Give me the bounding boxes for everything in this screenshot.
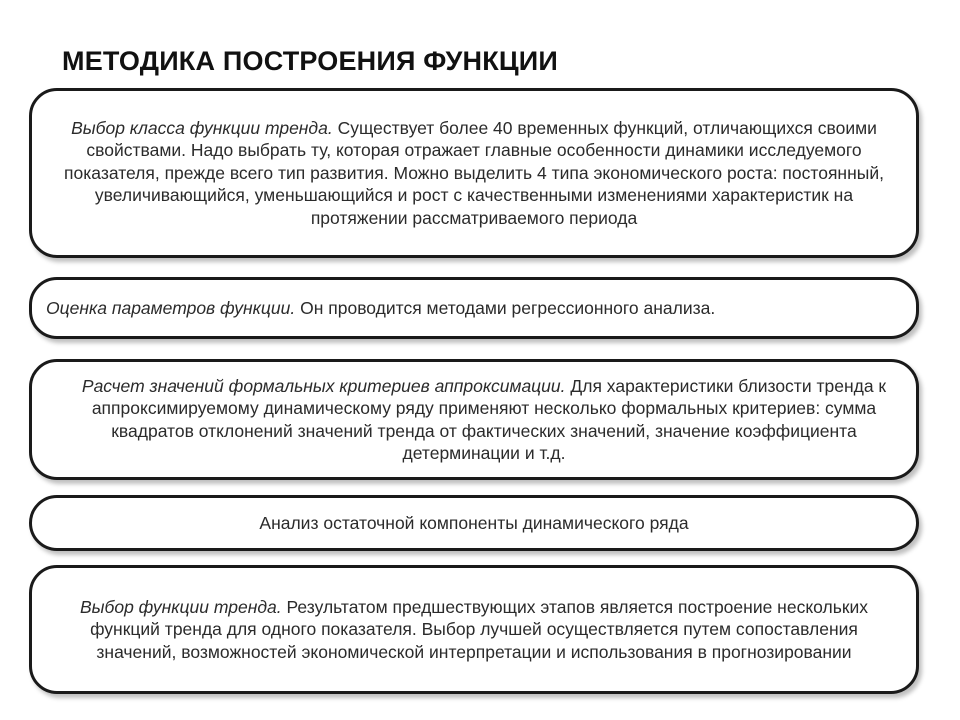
step-body: Существует более 40 временных функций, отличающихся своими свойствами. Надо выбрать ту, которая отражает главные особенности динамики исследуемого показателя, прежде всего тип развития. Можно выделить 4 типа экономического роста: постоянный, увеличивающийся, уменьшающийся и рост с качественными изменениями характеристик на протяжении рассматриваемого периода xyxy=(64,117,884,228)
step-text xyxy=(50,117,898,230)
step-body: Он проводится методами регрессионного анализа. xyxy=(295,297,716,318)
step-box-approximation-criteria xyxy=(29,359,919,480)
step-body: Для характеристики близости тренда к аппроксимируемому динамическому ряду применяют несколько формальных критериев: сумма квадратов отклонений значений тренда от фактических значений, значение коэффициента детерминации и т.д. xyxy=(91,375,887,463)
step-heading: Выбор функции тренда. xyxy=(79,596,282,617)
step-box-trend-class xyxy=(29,88,919,258)
step-heading: Выбор класса функции тренда. xyxy=(71,117,333,138)
step-heading: Оценка параметров функции. xyxy=(46,297,296,318)
step-box-parameter-estimation xyxy=(29,277,919,339)
step-heading: Расчет значений формальных критериев аппроксимации. xyxy=(81,375,566,396)
step-text xyxy=(46,297,715,320)
step-text xyxy=(50,596,898,664)
step-text xyxy=(50,375,898,465)
page-title: МЕТОДИКА ПОСТРОЕНИЯ ФУНКЦИИ xyxy=(62,46,559,76)
step-text xyxy=(259,512,688,535)
step-body: Анализ остаточной компоненты динамического ряда xyxy=(259,512,689,533)
step-box-residual-analysis xyxy=(29,495,919,551)
step-body: Результатом предшествующих этапов является построение нескольких функций тренда для одного показателя. Выбор лучшей осуществляется путем сопоставления значений, возможностей экономической интерпретации и использования в прогнозировании xyxy=(90,596,869,662)
step-box-trend-selection xyxy=(29,565,919,694)
